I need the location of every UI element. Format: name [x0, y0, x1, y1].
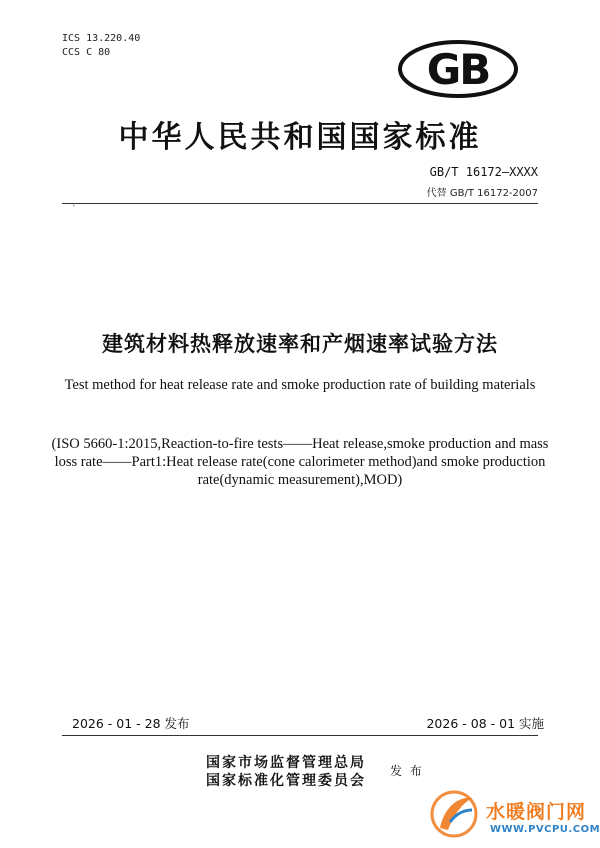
- header-divider: [62, 203, 538, 204]
- tick-mark: `: [72, 205, 77, 215]
- replaces-standard: 代替 GB/T 16172-2007: [426, 188, 538, 199]
- issuer-line-2: 国家标准化管理委员会: [206, 773, 366, 789]
- publish-label: 发 布: [390, 764, 424, 778]
- issuer-line-1: 国家市场监督管理总局: [206, 755, 366, 771]
- ics-code: ICS 13.220.40: [62, 33, 141, 44]
- iso-reference-line: (ISO 5660-1:2015,Reaction-to-fire tests——Heat release,smoke production and mass: [51, 436, 549, 452]
- standard-number: GB/T 16172—XXXX: [429, 165, 538, 179]
- ccs-code: CCS C 80: [62, 47, 111, 58]
- document-title-en: Test method for heat release rate and smoke production rate of building materials: [64, 377, 536, 393]
- gb-logo-text: GB: [426, 45, 490, 94]
- iso-reference-line: loss rate——Part1:Heat release rate(cone calorimeter method)and smoke production: [54, 454, 546, 470]
- footer-divider: [62, 735, 538, 736]
- document-title-cn: 建筑材料热释放速率和产烟速率试验方法: [102, 332, 498, 356]
- implementation-date: 2026 - 08 - 01 实施: [426, 716, 544, 731]
- watermark-logo-icon: [428, 788, 480, 840]
- iso-reference-line: rate(dynamic measurement),MOD): [197, 472, 403, 488]
- classification-codes: [62, 32, 140, 60]
- standard-category-title: 中华人民共和国国家标准: [118, 120, 482, 155]
- gb-logo: [398, 40, 518, 98]
- issue-date: 2026 - 01 - 28 发布: [72, 716, 190, 731]
- watermark-site-name: 水暖阀门网: [486, 801, 587, 823]
- watermark-url[interactable]: WWW.PVCPU.COM: [490, 824, 600, 835]
